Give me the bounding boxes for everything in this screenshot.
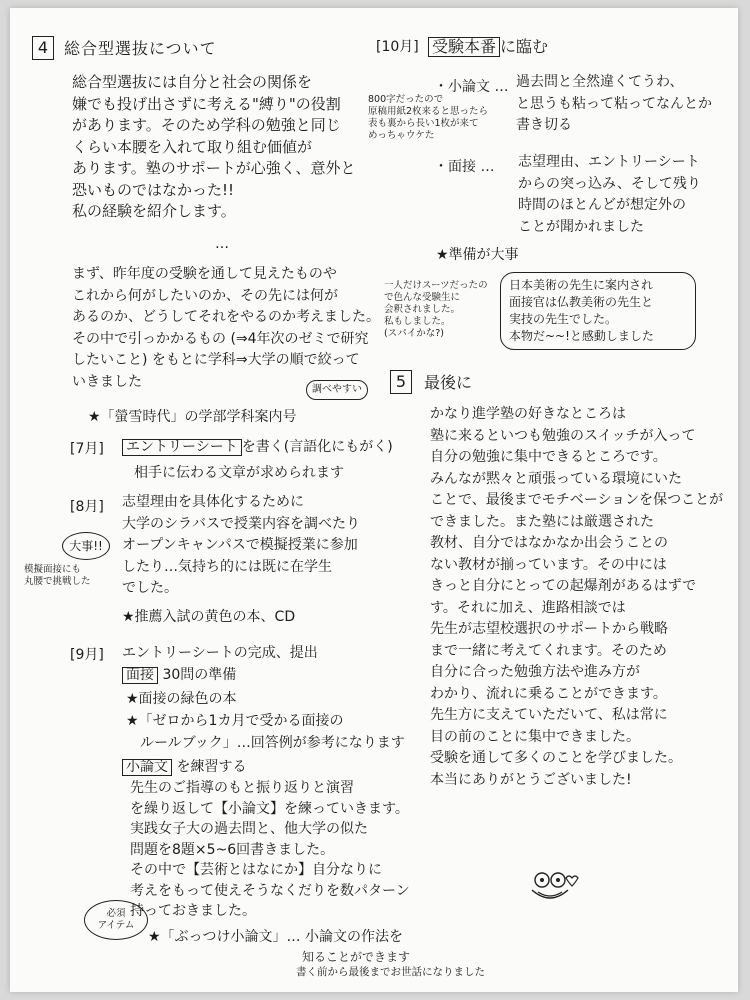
- section-5-body: [430, 404, 723, 791]
- september-line-2: [122, 664, 236, 684]
- august-line: でした。: [122, 580, 178, 596]
- essay-practice-line: 実践女子大の過去問と、他大学の似た: [130, 821, 368, 837]
- interview-line: からの突っ込み、そして残り: [518, 175, 701, 192]
- green-book-note: ★面接の緑色の本: [126, 691, 237, 707]
- must-have-item-bubble: [84, 900, 148, 940]
- closing-line: ことで、最後までモチベーションを保つことが: [430, 492, 724, 508]
- para2-line: あるのか、どうしてそれをやるのか考えました。: [72, 309, 380, 325]
- bukkake-essay-note-2: 知ることができます: [302, 950, 411, 964]
- suit-side-note: [384, 280, 488, 340]
- closing-line: きっと自分にとっての起爆剤があるはずで: [430, 578, 697, 594]
- mock-interview-note: [24, 564, 91, 588]
- essay-line: 書き切る: [516, 117, 572, 133]
- essay-note-line: 原稿用紙2枚来ると思ったら: [368, 106, 489, 117]
- entry-sheet-box: エントリーシート: [122, 439, 242, 456]
- closing-line: 受験を通して多くのことを学びました。: [430, 750, 682, 766]
- essay-practice-line: 考えをもって使えそうなくだりを数パターン: [130, 882, 410, 899]
- july-line-1: [122, 436, 393, 456]
- september-line-1: エントリーシートの完成、提出: [122, 645, 318, 661]
- essay-note-line: 800字だったので: [368, 94, 444, 105]
- rulebook-note-2: ルールブック」…回答例が参考になります: [140, 735, 405, 751]
- teachers-speech-bubble: [500, 272, 696, 350]
- exam-day-box: 受験本番: [428, 37, 500, 57]
- july-line-1-text: を書く(言語化にもがく): [241, 439, 393, 455]
- section-4-title: 総合型選抜について: [64, 39, 217, 58]
- speech-bubble-line: 本物だ~~!と感動しました: [509, 329, 654, 343]
- essay-practice-line: を繰り返して【小論文】を練っていきます。: [130, 800, 409, 817]
- august-line: オープンキャンパスで模擬授業に参加: [122, 537, 358, 553]
- september-line-3-text: を練習する: [176, 759, 247, 775]
- september-label: [9月]: [70, 647, 104, 663]
- intro-line: 私の経験を紹介します。: [72, 202, 236, 220]
- closing-line: できました。また塾には厳選された: [430, 513, 654, 530]
- august-line: 志望理由を具体化するために: [122, 494, 304, 510]
- frog-doodle-icon: [524, 868, 584, 908]
- bubble-line: 必須: [106, 908, 126, 919]
- closing-line: 本当にありがとうございました!: [430, 771, 632, 788]
- bukkake-essay-note: ★「ぶっつけ小論文」… 小論文の作法を: [148, 929, 403, 945]
- october-title: [428, 34, 548, 57]
- side-note-line: 模擬面接にも: [24, 564, 82, 575]
- closing-line: 先生方に支えていただいて、私は常に: [430, 707, 668, 723]
- closing-line: 塾に来るといつも勉強のスイッチが入って: [430, 427, 696, 444]
- essay-note-line: めっちゃウケた: [368, 130, 435, 141]
- closing-line: 自分に合った勉強方法や進み方が: [430, 664, 640, 680]
- closing-line: 先生が志望校選択のサポートから戦略: [430, 621, 668, 637]
- essay-line: 過去問と全然違くてうわ、: [516, 74, 684, 90]
- para2-line: したいこと) をもとに学科⇒大学の順で絞って: [72, 352, 360, 368]
- intro-line: があります。そのため学科の勉強と同じ: [72, 116, 341, 134]
- interview-line: 志望理由、エントリーシート: [518, 154, 700, 170]
- section-4-intro: [72, 72, 356, 223]
- speech-bubble-line: 面接官は仏教美術の先生と: [509, 295, 654, 309]
- suit-note-line: 私もしました。: [384, 316, 451, 327]
- easy-to-search-bubble: 調べやすい: [306, 380, 368, 400]
- section-5-title: 最後に: [424, 373, 473, 392]
- october-label: [10月]: [376, 39, 419, 55]
- suit-note-line: で色んな受験生に: [384, 292, 461, 303]
- september-line-2-text: 30問の準備: [162, 667, 237, 683]
- interview-line: ことが聞かれました: [518, 218, 644, 235]
- august-line: 大学のシラバスで授業内容を調べたり: [122, 515, 360, 532]
- essay-practice-line: 持っておきました。: [130, 903, 256, 919]
- para2-line: これから何がしたいのか、その先には何が: [72, 287, 338, 304]
- intro-line: 恐いものではなかった!!: [72, 180, 235, 199]
- paper-sheet: [10, 8, 738, 992]
- section-4-paragraph-2: [72, 264, 380, 393]
- preparation-note: ★準備が大事: [436, 247, 519, 263]
- suit-note-line: (スパイかな?): [384, 328, 444, 339]
- para2-line: いきました: [72, 373, 142, 390]
- intro-line: くらい本腰を入れて取り組む価値が: [72, 137, 313, 156]
- july-label: [7月]: [70, 441, 104, 457]
- closing-line: 目の前のことに集中できました。: [430, 728, 640, 745]
- bubble-line: アイテム: [97, 920, 135, 931]
- essay-lines: [516, 72, 712, 137]
- rulebook-note-1: ★「ゼロから1カ月で受かる面接の: [126, 713, 344, 729]
- closing-line: わかり、流れに乗ることができます。: [430, 685, 667, 702]
- closing-line: 教材、自分ではなかなか出会うことの: [430, 535, 668, 551]
- interview-label: ・面接 …: [434, 159, 495, 175]
- interview-lines: [518, 152, 701, 238]
- side-note-line: 丸腰で挑戦した: [24, 576, 91, 587]
- september-line-3: [122, 756, 246, 776]
- essay-practice-line: 先生のご指導のもと振り返りと演習: [130, 780, 354, 796]
- essay-line: と思うも粘って粘ってなんとか: [516, 95, 712, 112]
- para2-line: まず、昨年度の受験を通して見えたものや: [72, 266, 337, 282]
- speech-bubble-line: 実技の先生でした。: [509, 312, 618, 326]
- august-star-note: ★推薦入試の黄色の本、CD: [122, 609, 296, 625]
- speech-bubble-line: 日本美術の先生に案内され: [509, 278, 654, 292]
- section-4-number: 4: [32, 36, 54, 60]
- october-title-rest: に臨む: [500, 37, 549, 56]
- closing-line: かなり進学塾の好きなところは: [430, 406, 626, 422]
- keisetsu-star-note: ★「螢雪時代」の学部学科案内号: [88, 409, 297, 425]
- closing-line: ない教材が揃っています。その中には: [430, 556, 667, 573]
- essay-side-note: [368, 94, 488, 142]
- suit-note-line: 一人だけスーツだったの: [384, 280, 488, 291]
- august-label: [8月]: [70, 499, 104, 515]
- essay-practice-line: その中で【芸術とはなにか】自分なりに: [130, 862, 382, 878]
- bukkake-essay-note-3: 書く前から最後までお世話になりました: [296, 966, 485, 978]
- closing-line: まで一緒に考えてくれます。そのため: [430, 642, 667, 659]
- intro-line: 嫌でも投げ出さずに考える"縛り"の役割: [72, 94, 341, 113]
- essay-note-line: 表も裏から長い1枚が来て: [368, 118, 479, 129]
- august-line: したり…気持ち的には既に在学生: [122, 558, 332, 575]
- important-bubble: 大事!!: [62, 532, 110, 560]
- ellipsis-divider: …: [215, 236, 229, 252]
- closing-line: みんなが黙々と頑張っている環境にいた: [430, 470, 682, 487]
- closing-line: す。それに加え、進路相談では: [430, 599, 626, 616]
- para2-line: その中で引っかかるもの (⇒4年次のゼミで研究: [72, 330, 369, 347]
- intro-line: 総合型選抜には自分と社会の関係を: [72, 73, 313, 91]
- closing-line: 自分の勉強に集中できるところです。: [430, 449, 667, 465]
- interview-line: 時間のほとんどが想定外の: [518, 197, 686, 213]
- essay-practice-line: 問題を8題×5~6回書きました。: [130, 841, 335, 858]
- august-lines: [122, 492, 360, 600]
- september-essay-lines: [130, 778, 410, 922]
- july-line-2: 相手に伝わる文章が求められます: [134, 465, 344, 481]
- interview-box: 面接: [122, 667, 158, 684]
- section-5-number: 5: [390, 370, 412, 394]
- essay-label: ・小論文 …: [434, 79, 509, 95]
- intro-line: あります。塾のサポートが心強く、意外と: [72, 159, 356, 177]
- suit-note-line: 会釈されました。: [384, 304, 461, 315]
- essay-box: 小論文: [122, 759, 172, 776]
